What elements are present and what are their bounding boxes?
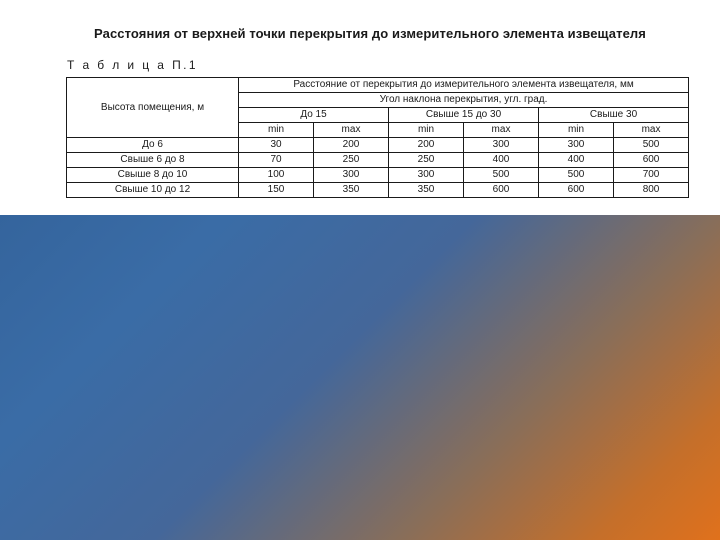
table-cell: 300	[314, 168, 389, 183]
table-cell: 600	[464, 183, 539, 198]
angle-group-header: Свыше 30	[539, 108, 689, 123]
table-cell: 250	[389, 153, 464, 168]
table-row	[67, 183, 689, 198]
min-max-header: max	[314, 123, 389, 138]
table-cell: 30	[239, 138, 314, 153]
min-max-header: min	[539, 123, 614, 138]
table-cell: 150	[239, 183, 314, 198]
table-cell: 350	[389, 183, 464, 198]
row-height-label: Свыше 10 до 12	[67, 183, 239, 198]
table-cell: 70	[239, 153, 314, 168]
row-height-label: До 6	[67, 138, 239, 153]
table-caption: Т а б л и ц а П.1	[67, 58, 198, 72]
table-cell: 250	[314, 153, 389, 168]
row-height-label: Свыше 6 до 8	[67, 153, 239, 168]
min-max-header: max	[464, 123, 539, 138]
table-cell: 400	[539, 153, 614, 168]
table-row	[67, 138, 689, 153]
min-max-header: min	[389, 123, 464, 138]
table-cell: 400	[464, 153, 539, 168]
table-cell: 200	[314, 138, 389, 153]
table-cell: 600	[539, 183, 614, 198]
document-sheet	[0, 0, 720, 215]
table-row	[67, 168, 689, 183]
min-max-header: min	[239, 123, 314, 138]
table-cell: 600	[614, 153, 689, 168]
table-cell: 300	[389, 168, 464, 183]
distance-header: Расстояние от перекрытия до измерительного элемента извещателя, мм	[239, 78, 689, 93]
table-cell: 300	[539, 138, 614, 153]
table-cell: 700	[614, 168, 689, 183]
min-max-header: max	[614, 123, 689, 138]
angle-header: Угол наклона перекрытия, угл. град.	[239, 93, 689, 108]
table-header-row	[67, 78, 689, 93]
document-title: Расстояния от верхней точки перекрытия до измерительного элемента извещателя	[94, 26, 646, 41]
table-cell: 800	[614, 183, 689, 198]
table-cell: 500	[539, 168, 614, 183]
distance-table	[66, 77, 689, 198]
row-height-label: Свыше 8 до 10	[67, 168, 239, 183]
height-column-header: Высота помещения, м	[67, 78, 239, 138]
table-cell: 500	[464, 168, 539, 183]
table-cell: 200	[389, 138, 464, 153]
table-cell: 350	[314, 183, 389, 198]
angle-group-header: Свыше 15 до 30	[389, 108, 539, 123]
table-row	[67, 153, 689, 168]
angle-group-header: До 15	[239, 108, 389, 123]
table-cell: 500	[614, 138, 689, 153]
table-cell: 300	[464, 138, 539, 153]
table-cell: 100	[239, 168, 314, 183]
